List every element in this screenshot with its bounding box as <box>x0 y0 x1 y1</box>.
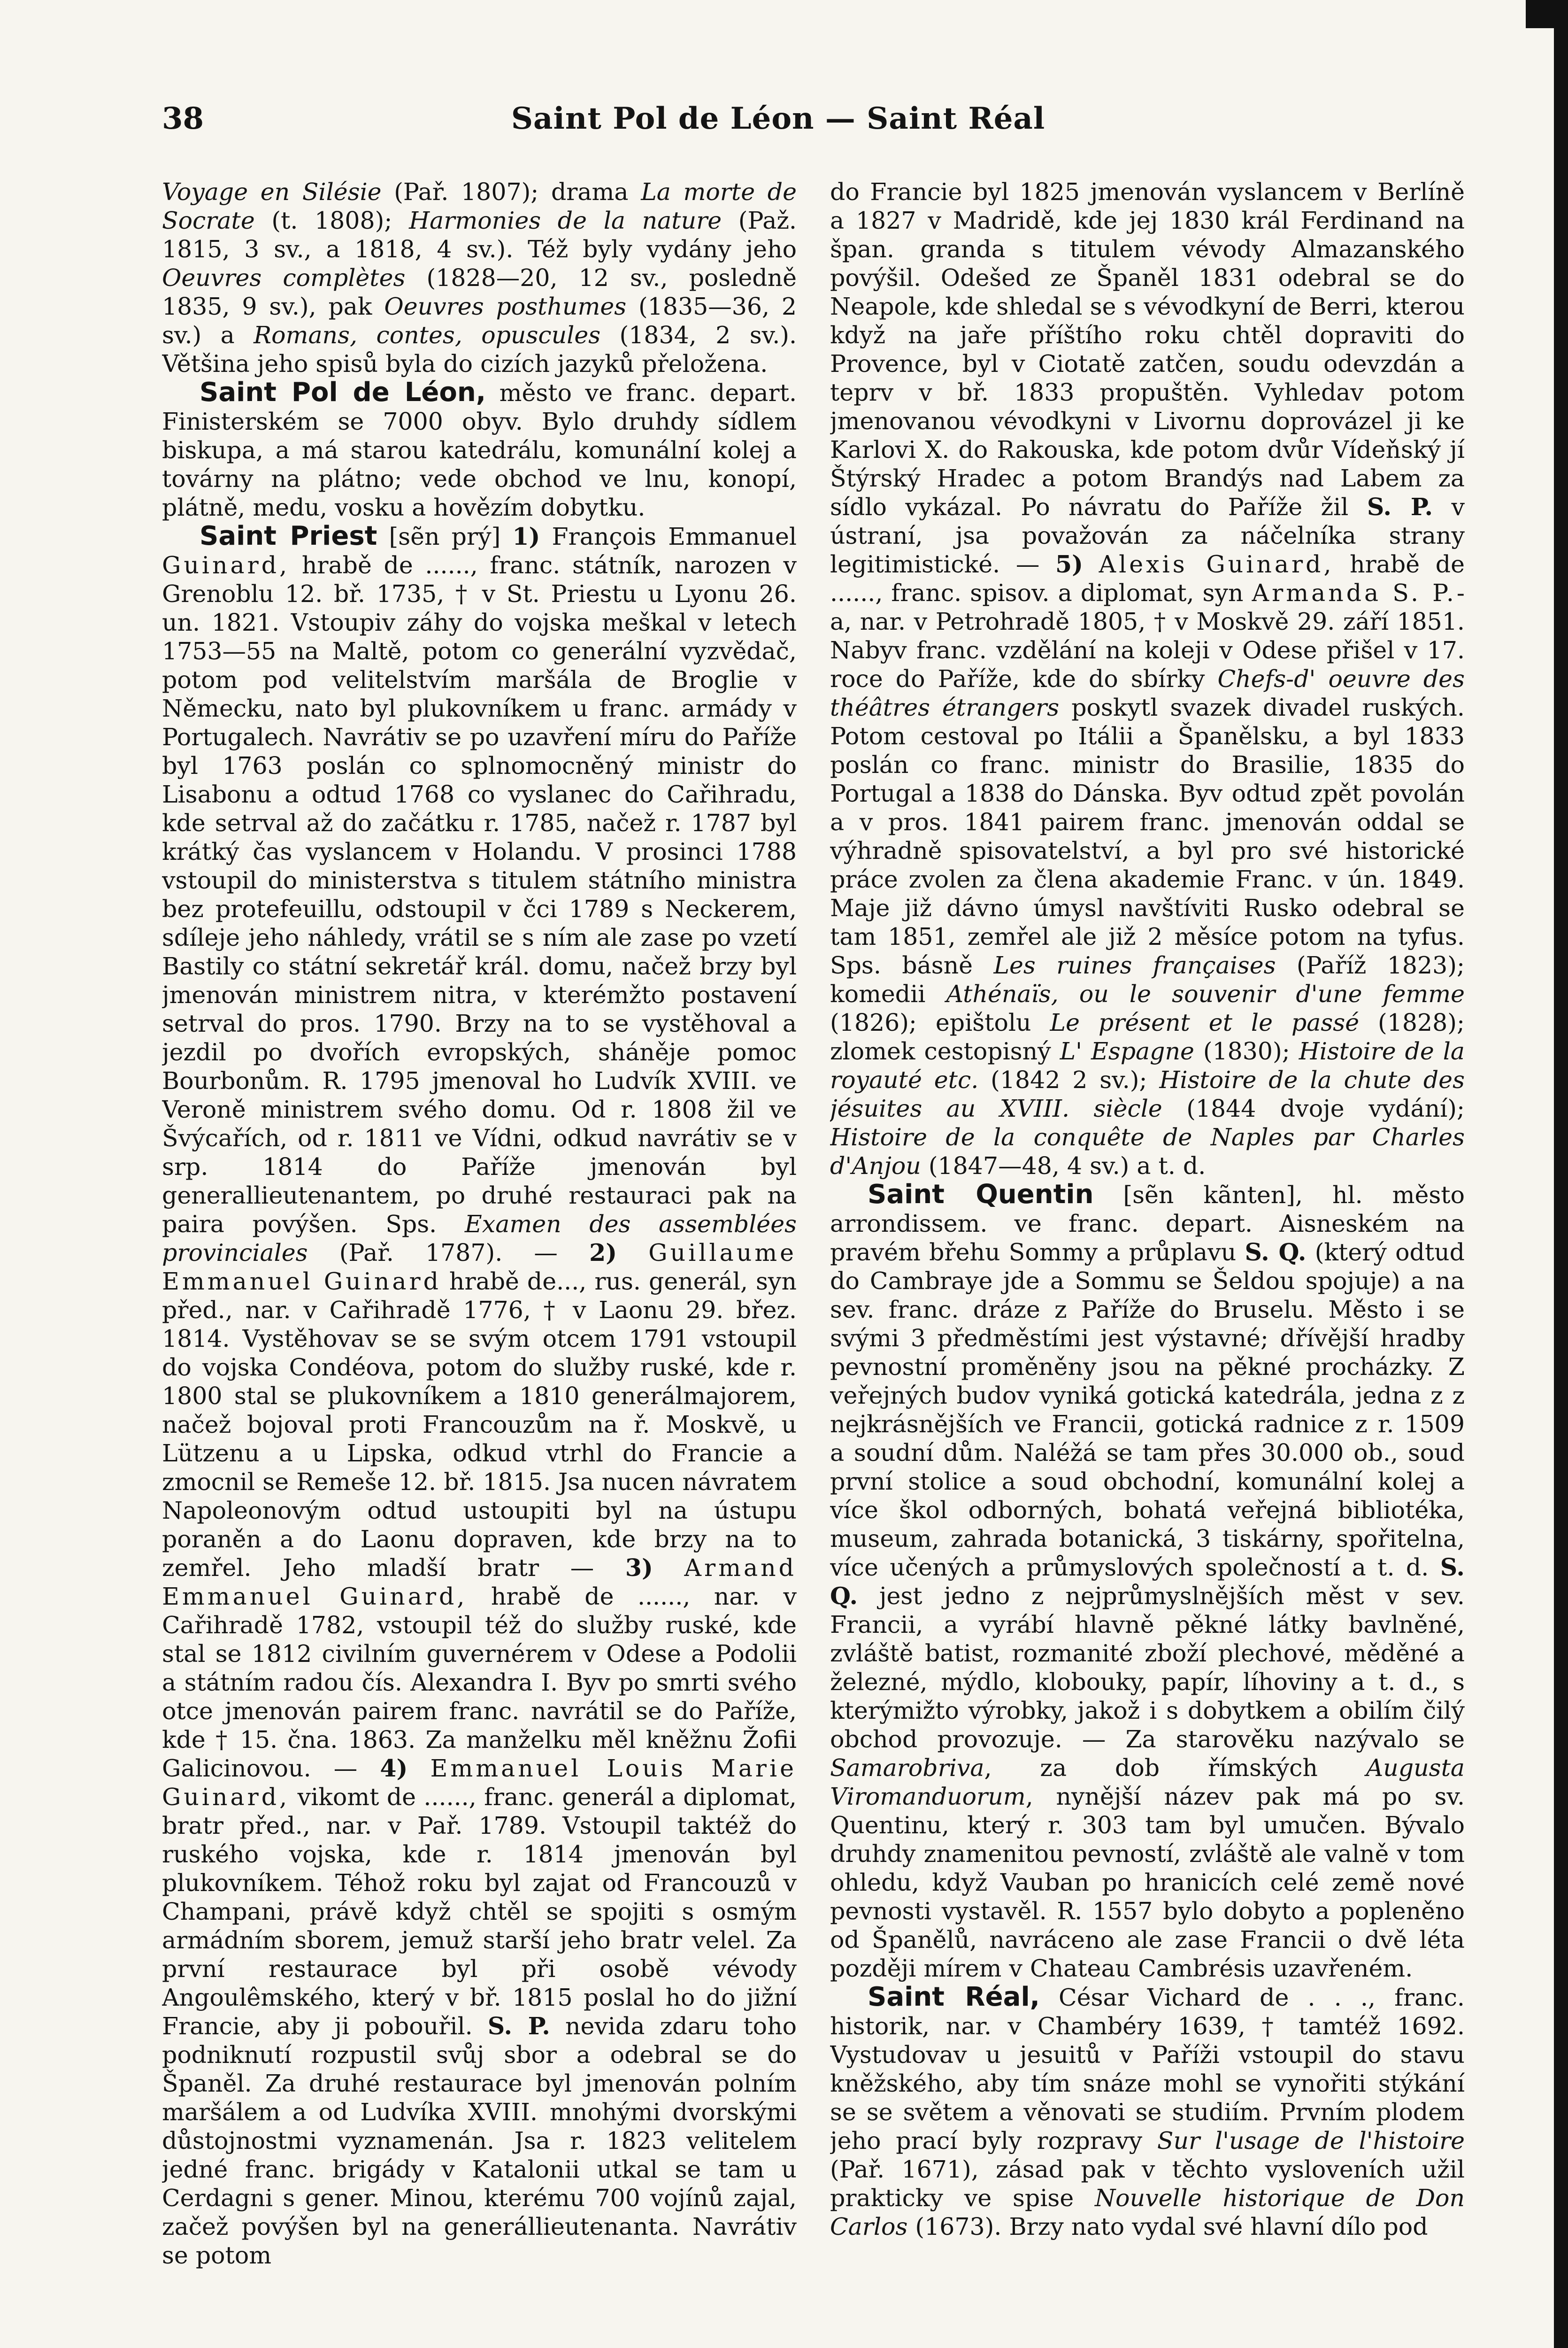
spaced-name: Alexis Guinard, <box>1099 550 1334 578</box>
subentry-number: 3) <box>625 1554 653 1582</box>
text-run: (1830); <box>1194 1037 1299 1065</box>
text-run: (1828—20, 12 sv., posledně 1835, 9 sv.), pak <box>162 264 797 320</box>
text-run: poskytl svazek divadel ruských. Potom cestoval po Itálii a Španělsku, a byl 1833 poslán co franc. ministr do Brasilie, 1835 do Portugal a 1838 do Dánska. Byv odtud zpět povolán a v pros. 1841 pairem franc. jmenován oddal se výhradně spisovatelství, a byl pro své historické práce zvolen za člena akademie Franc. v ún. 1849. Maje již dávno úmysl navštíviti Rusko odebral se tam 1851, zemřel ale již 2 měsíce potom na tyfus. Sps. básně <box>830 694 1465 979</box>
text-run: hrabě de..., rus. generál, syn před., nar. v Cařihradě 1776, † v Laonu 29. břez. 1814. Vystěhovav se se svým otcem 1791 vstoupil do vojska Condéova, potom do služby ruské, kde r. 1800 stal se plukovníkem a 1810 generálmajorem, načež bojoval proti Francouzům na ř. Moskvě, u Lützenu a u Lipska, odkud vtrhl do Francie a zmocnil se Remeše 12. bř. 1815. Jsa nucen návratem Napoleonovým odtud ustoupiti byl na ústupu poraněn a do Laonu dopraven, kde brzy na to zemřel. Jeho mladší bratr — <box>162 1267 797 1582</box>
text-run: (1842 2 sv.); <box>978 1066 1160 1094</box>
text-run: (1834, 2 sv.). Většina jeho spisů byla do cizích jazyků přeložena. <box>162 321 797 378</box>
page-header <box>162 101 1394 157</box>
entry-saint-real <box>830 1983 1465 2241</box>
text-run: (1844 dvoje vydání); <box>1162 1095 1465 1122</box>
text-run <box>407 1754 430 1782</box>
text-run: nevida zdaru toho podniknutí rozpustil svůj sbor a odebral se do Španěl. Za druhé restaurace byl jmenován polním maršálem a od Ludvíka XVIII. mnohými dvorskými důstojnostmi vyznamenán. Jsa r. 1823 velitelem jedné franc. brigády v Katalonii utkal se tam u Cerdagni s gener. Minou, kterému 700 vojínů zajal, začež povýšen byl na generállieutenanta. Navrátiv se potom <box>162 2012 797 2269</box>
running-title: Saint Pol de Léon — Saint Réal <box>511 101 1045 136</box>
text-run: hrabě de ......, franc. spisov. a diplomat, syn <box>830 550 1465 607</box>
text-run: v ústraní, jsa považován za náčelníka strany legitimistické. — <box>830 493 1465 578</box>
work-title: Athénaïs, ou le souvenir d'une femme <box>946 980 1465 1008</box>
spaced-name: Armanda S. P. <box>1252 579 1457 607</box>
entry-continuation-paragraph <box>162 178 797 378</box>
work-title: Nouvelle historique de Don Carlos <box>830 2184 1465 2240</box>
abbreviation: S. Q. <box>1245 1238 1307 1266</box>
work-title: La morte de Socrate <box>162 178 797 234</box>
scan-corner <box>1526 0 1568 28</box>
spaced-name: Armand Emmanuel Guinard, <box>162 1554 797 1610</box>
left-column <box>162 178 797 2348</box>
entry-saint-pol-de-leon <box>162 378 797 522</box>
entry-continuation-paragraph <box>830 178 1465 1180</box>
work-title: Le présent et le passé <box>1050 1009 1360 1036</box>
text-run: hrabě de ......, franc. státník, narozen v Grenoblu 12. bř. 1735, † v St. Priestu u Lyonu 26. un. 1821. Vstoupiv záhy do vojska meškal v letech 1753—55 na Maltě, potom co generální vyzvědač, potom pod velitelstvím maršála de Broglie v Německu, nato byl plukovníkem u franc. armády v Portugalech. Navrátiv se po uzavření míru do Paříže byl 1763 poslán co splnomocněný ministr do Lisabonu a odtud 1768 co vyslanec do Cařihradu, kde setrval až do začátku r. 1785, načež r. 1787 byl krátký čas vyslancem v Holandu. V prosinci 1788 vstoupil do ministerstva s titulem státního ministra bez protefeuillu, odstoupil v čci 1789 s Neckerem, sdíleje jeho náhledy, vrátil se s ním ale zase po vzetí Bastily co státní sekretář král. domu, načež brzy byl jmenován ministrem nitra, v kterémžto postavení setrval do pros. 1790. Brzy na to se vystěhoval a jezdil po dvořích evropských, sháněje pomoc Bourbonům. R. 1795 jmenoval ho Ludvík XVIII. ve Veroně ministrem svého domu. Od r. 1808 žil ve Švýcařích, od r. 1811 ve Vídni, odkud navrátiv se v srp. 1814 do Paříže jmenován byl generallieutenantem, po druhé restauraci pak na paira povýšen. Sps. <box>162 551 797 1238</box>
abbreviation: S. P. <box>487 2012 550 2040</box>
text-run: vikomt de ......, franc. generál a diplomat, bratr před., nar. v Pař. 1789. Vstoupil taktéž do ruského vojska, kde r. 1814 jmenován byl plukovníkem. Téhož roku byl zajat od Francouzů v Champani, právě když chtěl se spojiti s osmým armádním sborem, jemuž starší jeho bratr velel. Za první restaurace byl při osobě vévody Angoulêmského, který v bř. 1815 poslal ho do jižní Francie, aby ji pobouřil. <box>162 1783 797 2040</box>
spaced-name: Guinard, <box>162 551 290 579</box>
work-title: Augusta Viromanduorum <box>830 1754 1465 1810</box>
text-run: (1826); epištolu <box>830 1009 1050 1036</box>
spaced-name: Guillaume Emmanuel Guinard <box>162 1239 797 1295</box>
work-title: Chefs-d' oeuvre des théâtres étrangers <box>830 665 1465 721</box>
work-title: Histoire de la royauté etc. <box>830 1037 1465 1094</box>
headword: Saint Réal, <box>868 1982 1040 2012</box>
work-title: Voyage en Silésie <box>162 178 382 206</box>
text-run: , nynější název pak má po sv. Quentinu, který r. 303 tam byl umučen. Bývalo druhdy znamenitou pevností, zvláště ale valně v tom ohledu, když Vauban po hranicích celé země nové pevnosti vystavěl. R. 1557 bylo dobyto a popleněno od Španělů, navráceno ale zase Francii o dvě léta později mírem v Chateau Cambrésis uzavřeném. <box>830 1783 1465 1982</box>
work-title: Oeuvres complètes <box>162 264 406 292</box>
work-title: Oeuvres posthumes <box>384 293 627 320</box>
text-run: César Vichard de . . ., franc. historik, nar. v Chambéry 1639, † tamtéž 1692. Vystudovav u jesuitů v Paříži vstoupil do stavu kněžského, aby tím snáze mohl se vynořiti stýkání se se světem a věnovati se studiím. Prvním plodem jeho prací byly rozpravy <box>830 1984 1465 2155</box>
text-run: (t. 1808); <box>254 207 409 234</box>
text-run: (1673). Brzy nato vydal své hlavní dílo pod <box>907 2213 1428 2240</box>
subentry-number: 5) <box>1055 550 1083 578</box>
text-run: (1847—48, 4 sv.) a t. d. <box>921 1152 1206 1180</box>
work-title: Sur l'usage de l'histoire <box>1157 2127 1465 2155</box>
work-title: Histoire de la chute des jésuites au XVIII. siècle <box>830 1066 1465 1122</box>
abbreviation: S. Q. <box>830 1553 1465 1610</box>
work-title: Histoire de la conquête de Naples par Charles d'Anjou <box>830 1123 1465 1180</box>
work-title: Romans, contes, opuscules <box>254 321 601 349</box>
text-run: [sẽn kãnten], hl. město arrondissem. ve franc. depart. Aisneském na pravém břehu Sommy a průplavu <box>830 1181 1465 1266</box>
text-run: město ve franc. depart. Finisterském se 7000 obyv. Bylo druhdy sídlem biskupa, a má starou katedrálu, komunální kolej a továrny na plátno; vede obchod ve lnu, konopí, plátně, medu, vosku a hovězím dobytku. <box>162 379 797 521</box>
text-run <box>1083 550 1099 578</box>
text-run: (Pař. 1787). — <box>307 1239 590 1267</box>
work-title: Examen des assemblées provinciales <box>162 1210 797 1267</box>
text-run: (Pař. 1671), zásad pak v těchto vysloveních užil prakticky ve spise <box>830 2155 1465 2212</box>
text-run <box>617 1239 648 1267</box>
entry-saint-priest <box>162 522 797 2270</box>
text-run: hrabě de ......, nar. v Cařihradě 1782, vstoupil též do služby ruské, kde stal se 1812 civilním guvernérem v Odese a Podolii a státním radou čís. Alexandra I. Byv po smrti svého otce jmenován pairem franc. navrátil se do Paříže, kde † 15. čna. 1863. Za manželku měl kněžnu Žofii Galicinovou. — <box>162 1583 797 1782</box>
work-title: Harmonies de la nature <box>409 207 722 234</box>
pronunciation: [sẽn prý] <box>377 523 513 550</box>
right-column <box>830 178 1465 2348</box>
subentry-number: 1) <box>512 523 540 550</box>
text-run: (Paříž 1823); komedii <box>830 951 1465 1008</box>
work-title: Les ruines françaises <box>993 951 1276 979</box>
headword: Saint Priest <box>200 521 377 551</box>
text-run: do Francie byl 1825 jmenován vyslancem v Berlíně a 1827 v Madridě, kde jej 1830 král Ferdinand na špan. granda s titulem vévody Almazanského povýšil. Odešed ze Španěl 1831 odebral se do Neapole, kde shledal se s vévodkyní de Berri, kterou když na jaře příštího roku chtěl dopraviti do Provence, byl v Ciotatě zatčen, soudu odevzdán a teprv v bř. 1833 propuštěn. Vyhledav potom jmenovanou vévodkyni v Livornu doprovázel ji ke Karlovi X. do Rakouska, kde potom dvůr Vídeňský jí Štýrský Hradec a potom Brandýs nad Labem za sídlo vykázal. Po návratu do Paříže žil <box>830 178 1465 521</box>
headword: Saint Quentin <box>868 1179 1094 1210</box>
text-run: (Paž. 1815, 3 sv., a 1818, 4 sv.). Též byly vydány jeho <box>162 207 797 263</box>
entry-saint-quentin <box>830 1180 1465 1983</box>
work-title: Samarobriva <box>830 1754 984 1782</box>
text-run <box>653 1554 684 1582</box>
subentry-number: 2) <box>589 1239 617 1267</box>
text-run: , za dob římských <box>984 1754 1366 1782</box>
work-title: L' Espagne <box>1060 1037 1194 1065</box>
abbreviation: S. P. <box>1367 493 1433 521</box>
text-run: François Emmanuel <box>540 523 797 550</box>
text-run: (Pař. 1807); drama <box>381 178 641 206</box>
page-number: 38 <box>162 101 204 136</box>
subentry-number: 4) <box>380 1754 408 1782</box>
text-run: jest jedno z nejprůmyslnějších měst v sev. Francii, a vyrábí hlavně pěkné látky bavlněné, zvláště batist, rozmanité zboží plechové, měděné a železné, mýdlo, klobouky, papír, líhoviny a t. d., s kterýmižto výrobky, jakož i s dobytkem a obilím čilý obchod provozuje. — Za starověku nazývalo se <box>830 1582 1465 1753</box>
scan-border <box>1554 0 1568 2348</box>
text-run: -a, nar. v Petrohradě 1805, † v Moskvě 29. září 1851. Nabyv franc. vzdělání na koleji v Odese přišel v 17. roce do Paříže, kde do sbírky <box>830 579 1465 693</box>
spaced-name: Emmanuel Louis Marie Guinard, <box>162 1754 797 1811</box>
text-run: (který odtud do Cambraye jde a Sommu se Šeldou spojuje) a na sev. franc. dráze z Paříže do Bruselu. Město i se svými 3 předměstími jest výstavné; dřívější hradby pevnostní proměněny jsou na pěkné procházky. Z veřejných budov vyniká gotická katedrála, jedna z z nejkrásnějších ve Francii, gotická radnice z r. 1509 a soudní dům. Naléžá se tam přes 30.000 ob., soud první stolice a soud obchodní, komunální kolej a více škol odborných, bohatá veřejná bibliotéka, museum, zahrada botanická, 3 tiskárny, spořitelna, více učených a průmyslových společností a t. d. <box>830 1238 1465 1581</box>
text-run: (1835—36, 2 sv.) a <box>162 293 797 349</box>
text-run: (1828); zlomek cestopisný <box>830 1009 1465 1065</box>
headword: Saint Pol de Léon, <box>200 377 486 408</box>
